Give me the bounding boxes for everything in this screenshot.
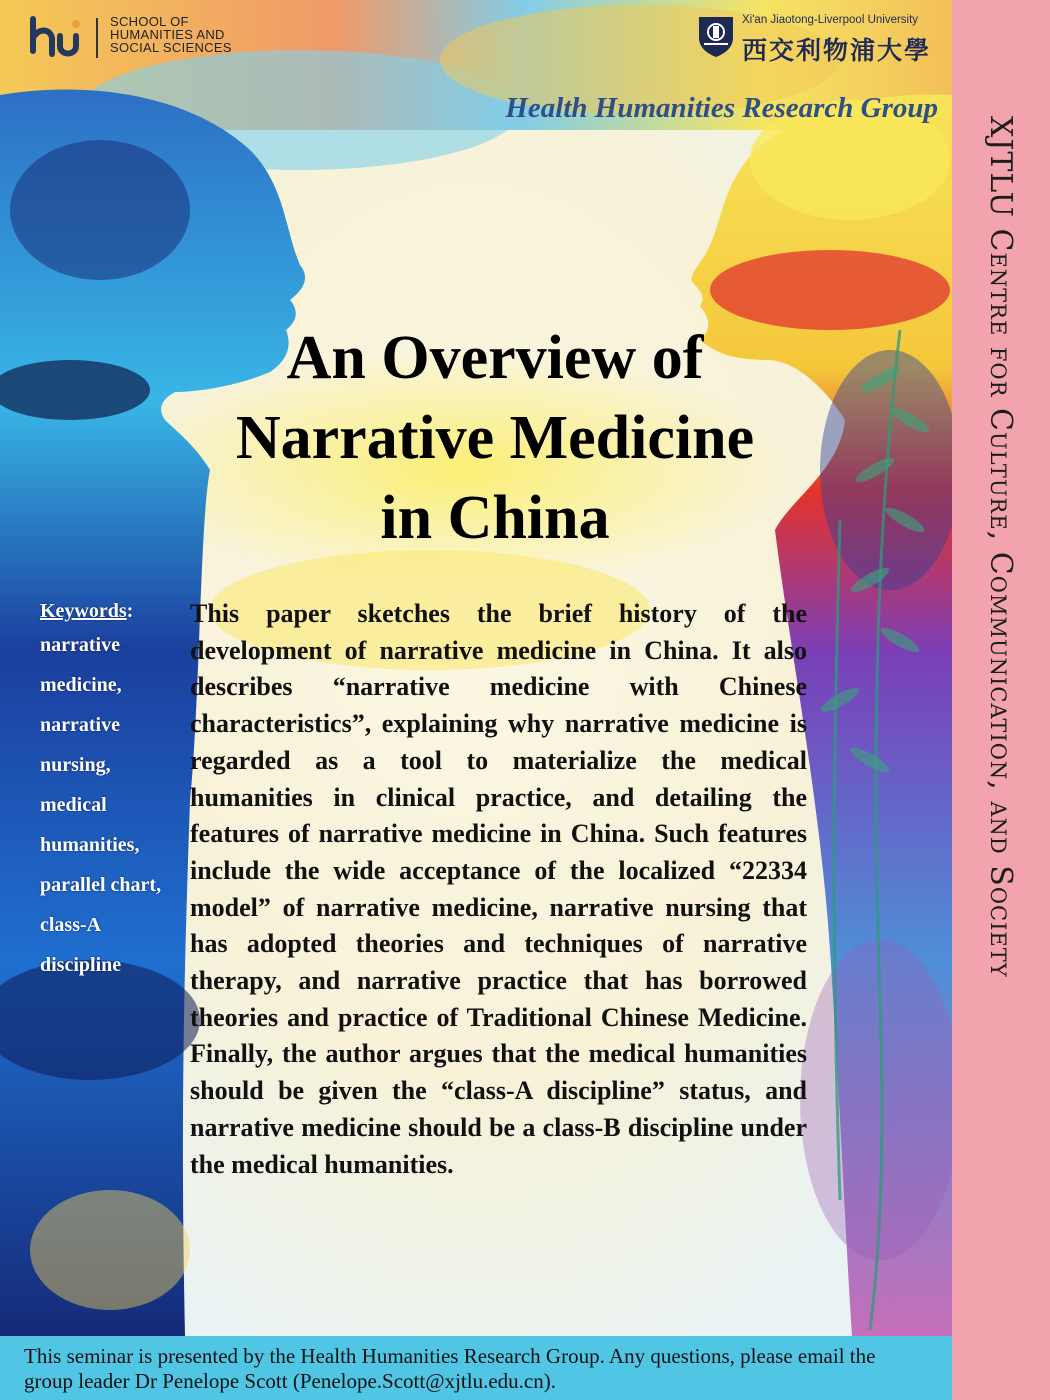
keywords-list [40, 625, 190, 985]
keyword-item: nursing, [40, 754, 111, 776]
keyword-item: narrative [40, 634, 120, 656]
school-name-line: HUMANITIES AND [110, 27, 225, 42]
keywords-label: Keywords: [40, 600, 134, 622]
school-logo [26, 14, 266, 64]
keyword-item: parallel chart, [40, 874, 162, 896]
keyword-item: medical [40, 794, 107, 816]
abstract-text: This paper sketches the brief history of the development of narrative medicine in China. It also describes “narrative medicine with Chinese characteristics”, explaining why narrative medicine is regarded as a tool to materialize the medical humanities in clinical practice, and detailing the features of narrative medicine in China. Such features include the wide acceptance of the localized “22334 model” of narrative medicine, narrative nursing that has adopted theories and techniques of narrative therapy, and narrative practice that has borrowed theories and practice of Traditional Chinese Medicine. Finally, the author argues that the medical humanities should be given the “class-A discipline” status, and narrative medicine should be a class-B discipline under the medical humanities. [190, 599, 807, 1179]
school-name [110, 15, 232, 54]
keyword-item: narrative [40, 714, 120, 736]
title-line: in China [380, 484, 610, 552]
footer-text: This seminar is presented by the Health Humanities Research Group. Any questions, please email the group leader Dr Penelope Scott (Penelope.Scott@xjtlu.edu.cn). [24, 1344, 876, 1393]
keyword-item: humanities, [40, 834, 140, 856]
side-band-title: XJTLU Centre for Culture, Communication, and Society [983, 116, 1018, 978]
hu-logo-icon [26, 14, 86, 58]
keyword-item: class-A [40, 914, 102, 936]
keyword-item: discipline [40, 954, 122, 976]
school-name-line: SCHOOL OF [110, 14, 189, 29]
university-name-cn: 西交利物浦大學 [742, 36, 932, 65]
poster-title [180, 318, 810, 558]
keywords-panel [40, 597, 190, 985]
university-logo [696, 14, 946, 65]
research-group-title: Health Humanities Research Group [505, 92, 938, 124]
keywords-label-text: Keywords [40, 600, 127, 622]
logo-divider [96, 18, 98, 58]
title-line: An Overview of [286, 324, 704, 392]
title-line: Narrative Medicine [235, 404, 755, 472]
school-name-line: SOCIAL SCIENCES [110, 40, 232, 55]
university-name-en: Xi'an Jiaotong-Liverpool University [742, 14, 919, 26]
university-crest-icon [696, 14, 736, 58]
footer-bar [0, 1336, 952, 1400]
keyword-item: medicine, [40, 674, 122, 696]
